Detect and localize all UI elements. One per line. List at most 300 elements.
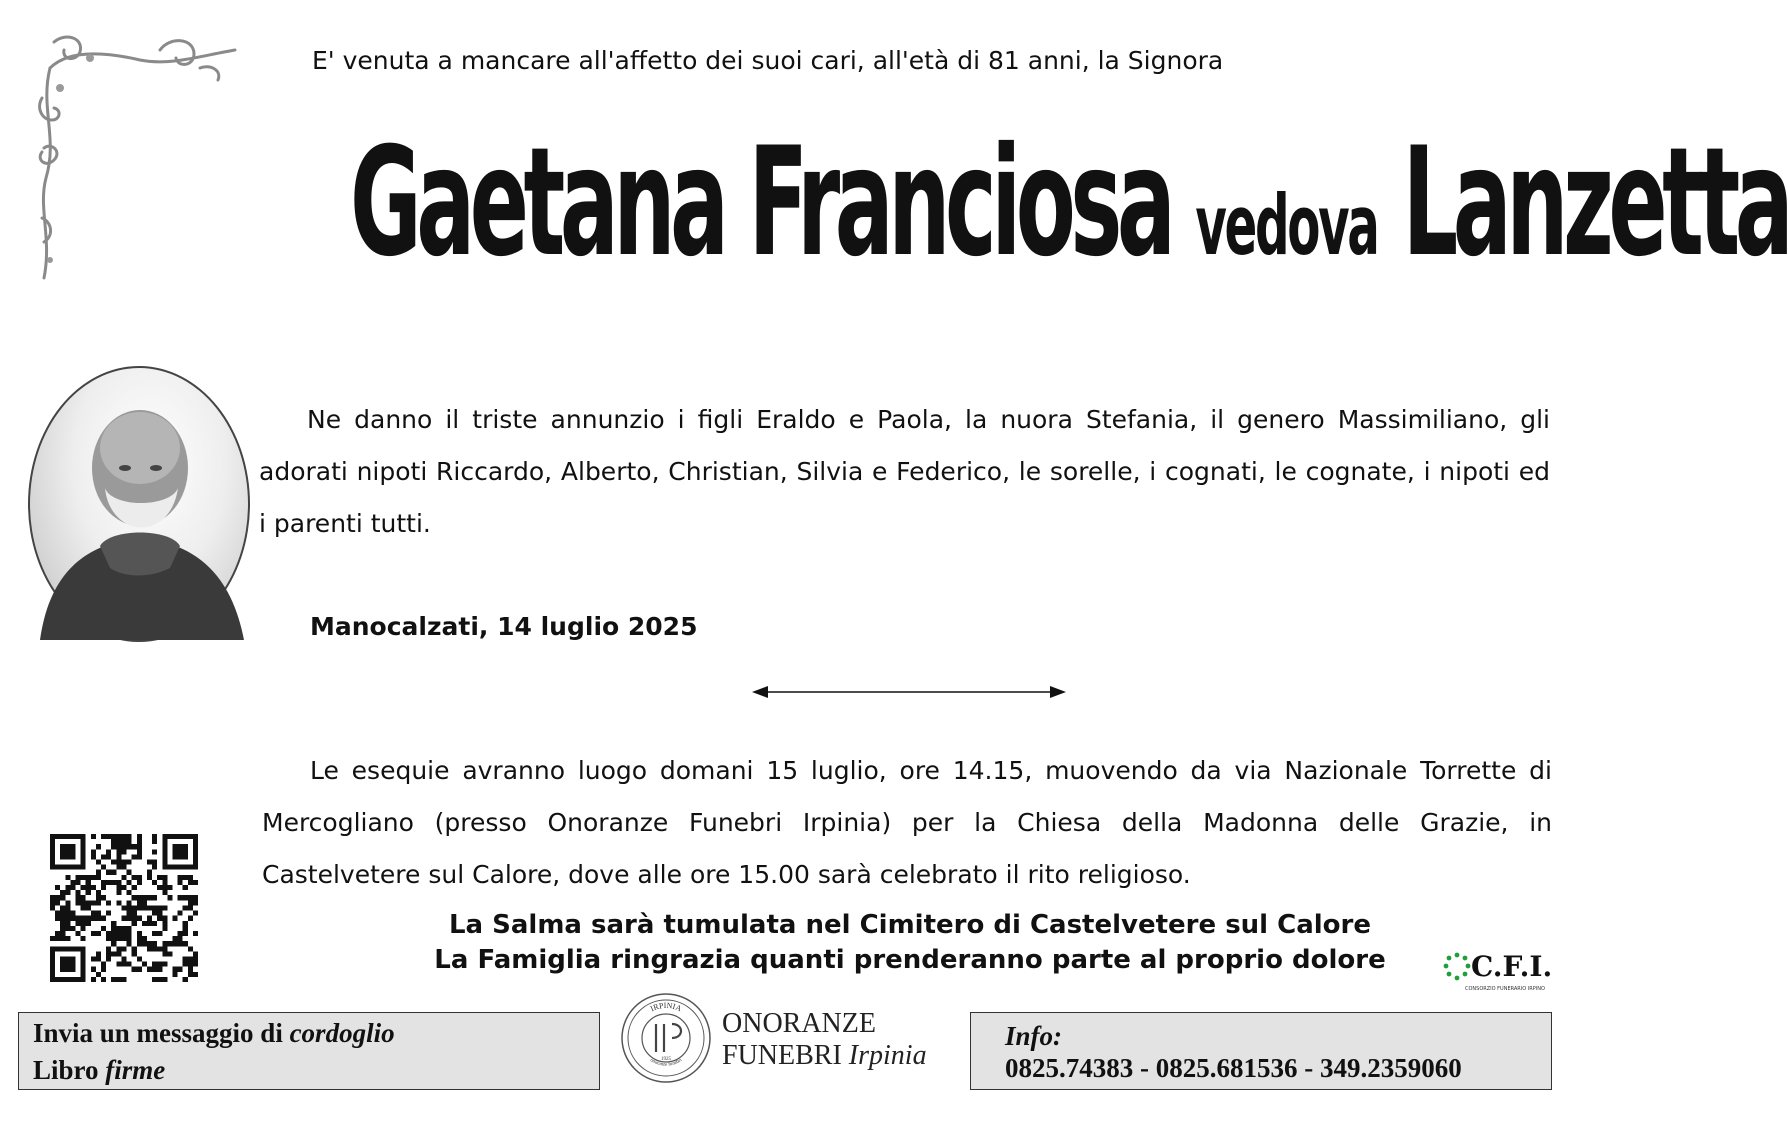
qr-module [111, 926, 116, 931]
qr-module [76, 880, 81, 885]
qr-module [132, 895, 137, 900]
qr-module [60, 890, 65, 895]
qr-module [116, 880, 121, 885]
qr-module [65, 921, 70, 926]
qr-module [137, 880, 142, 885]
qr-module [81, 885, 86, 890]
qr-module [101, 880, 106, 885]
qr-module [188, 916, 193, 921]
qr-module [178, 936, 183, 941]
qr-module [121, 916, 126, 921]
qr-module [106, 880, 111, 885]
qr-module [167, 895, 172, 900]
qr-module [101, 885, 106, 890]
qr-module [81, 895, 86, 900]
qr-module [70, 885, 75, 890]
qr-module [147, 946, 152, 951]
qr-module [65, 911, 70, 916]
qr-module [132, 844, 137, 849]
qr-module [132, 967, 137, 972]
qr-module [132, 885, 137, 890]
qr-module [127, 941, 132, 946]
qr-module [116, 839, 121, 844]
qr-module [81, 900, 86, 905]
qr-module [106, 900, 111, 905]
qr-module [147, 895, 152, 900]
info-label [1005, 1021, 1062, 1052]
qr-module [91, 956, 96, 961]
qr-module [137, 916, 142, 921]
cfi-dots-icon [1443, 952, 1471, 986]
qr-module [188, 962, 193, 967]
deceased-name [350, 115, 1788, 291]
qr-module [157, 916, 162, 921]
qr-module [121, 860, 126, 865]
qr-module [116, 900, 121, 905]
qr-module [147, 921, 152, 926]
qr-module [157, 911, 162, 916]
qr-module [116, 946, 121, 951]
qr-module [65, 900, 70, 905]
qr-module [167, 941, 172, 946]
qr-module [162, 875, 167, 880]
qr-module [96, 875, 101, 880]
qr-module [96, 844, 101, 849]
qr-module [183, 941, 188, 946]
qr-module [91, 875, 96, 880]
qr-module [116, 926, 121, 931]
qr-module [188, 895, 193, 900]
qr-module [183, 885, 188, 890]
qr-module [188, 956, 193, 961]
condolence-prefix: Invia un messaggio di [33, 1018, 283, 1048]
seal-bottom-text: onoranze funebri [648, 1058, 684, 1068]
qr-module [127, 905, 132, 910]
qr-module [137, 905, 142, 910]
qr-module [152, 834, 157, 839]
qr-module [121, 946, 126, 951]
qr-module [152, 880, 157, 885]
qr-module [106, 931, 111, 936]
qr-module [178, 875, 183, 880]
qr-module [157, 905, 162, 910]
cfi-logo [1443, 948, 1553, 996]
qr-module [106, 936, 111, 941]
qr-module [162, 926, 167, 931]
qr-module [86, 875, 91, 880]
qr-module [157, 885, 162, 890]
qr-module [162, 951, 167, 956]
qr-module [106, 854, 111, 859]
place-date: Manocalzati, 14 luglio 2025 [310, 612, 698, 641]
portrait-image [30, 368, 248, 640]
qr-module [121, 936, 126, 941]
qr-module [116, 834, 121, 839]
qr-module [127, 911, 132, 916]
qr-module [50, 900, 55, 905]
qr-module [50, 905, 55, 910]
qr-module [106, 911, 111, 916]
qr-module [106, 849, 111, 854]
qr-module [81, 875, 86, 880]
qr-module [137, 895, 142, 900]
qr-module [178, 911, 183, 916]
qr-module [183, 905, 188, 910]
thanks-text: La Famiglia ringrazia quanti prenderanno parte al proprio dolore [434, 945, 1386, 975]
qr-module [193, 880, 198, 885]
qr-module [178, 895, 183, 900]
qr-module [183, 956, 188, 961]
qr-module [188, 900, 193, 905]
qr-module [152, 967, 157, 972]
qr-module [188, 972, 193, 977]
qr-module [162, 921, 167, 926]
qr-module [127, 890, 132, 895]
qr-module [121, 844, 126, 849]
qr-module [132, 905, 137, 910]
qr-module [76, 931, 81, 936]
deceased-first-name: Gaetana Franciosa [350, 115, 1171, 291]
qr-module [127, 880, 132, 885]
qr-module [55, 911, 60, 916]
seal-year: 1925 [661, 1057, 671, 1062]
qr-module [157, 946, 162, 951]
qr-module [188, 880, 193, 885]
qr-module [76, 895, 81, 900]
qr-module [60, 936, 65, 941]
condolence-em: cordoglio [289, 1018, 395, 1048]
qr-module [101, 865, 106, 870]
qr-module [101, 962, 106, 967]
qr-module [132, 875, 137, 880]
funeral-home-line2 [722, 1040, 927, 1072]
qr-module [142, 921, 147, 926]
qr-module [132, 911, 137, 916]
qr-module [162, 905, 167, 910]
qr-module [60, 916, 65, 921]
qr-module [91, 911, 96, 916]
qr-module [86, 921, 91, 926]
condolence-link[interactable] [33, 1018, 395, 1049]
funeral-home-name [722, 1008, 927, 1072]
guestbook-em: firme [105, 1055, 166, 1085]
intro-text: E' venuta a mancare all'affetto dei suoi cari, all'età di 81 anni, la Signora [312, 46, 1224, 75]
qr-module [91, 834, 96, 839]
qr-module [193, 951, 198, 956]
qr-module [157, 962, 162, 967]
cfi-label: C.F.I. [1471, 950, 1553, 983]
qr-module [76, 900, 81, 905]
qr-module [137, 931, 142, 936]
qr-module [147, 870, 152, 875]
qr-module [96, 931, 101, 936]
qr-module [178, 880, 183, 885]
double-arrow-icon [750, 682, 1068, 702]
qr-module [157, 931, 162, 936]
qr-module [172, 967, 177, 972]
qr-module [91, 885, 96, 890]
qr-module [81, 916, 86, 921]
qr-module [152, 977, 157, 982]
qr-module [183, 921, 188, 926]
qr-module [162, 946, 167, 951]
qr-module [86, 916, 91, 921]
qr-module [96, 890, 101, 895]
deceased-last-name: Lanzetta [1402, 115, 1788, 291]
qr-module [152, 849, 157, 854]
qr-module [121, 849, 126, 854]
condolence-box[interactable] [18, 1012, 600, 1090]
qr-module [147, 916, 152, 921]
qr-module [193, 962, 198, 967]
qr-module [101, 926, 106, 931]
deceased-connector: vedova [1195, 176, 1378, 275]
qr-module [142, 962, 147, 967]
qr-module [193, 911, 198, 916]
qr-module [60, 926, 65, 931]
qr-module [152, 962, 157, 967]
qr-module [91, 916, 96, 921]
qr-module [152, 921, 157, 926]
qr-module [96, 900, 101, 905]
qr-module [183, 962, 188, 967]
qr-module [111, 941, 116, 946]
qr-module [121, 977, 126, 982]
qr-module [137, 839, 142, 844]
qr-module [132, 946, 137, 951]
qr-module [127, 860, 132, 865]
qr-module [152, 931, 157, 936]
qr-module [116, 865, 121, 870]
qr-module [127, 962, 132, 967]
qr-module [142, 905, 147, 910]
qr-module [70, 926, 75, 931]
qr-module [96, 916, 101, 921]
qr-module [127, 926, 132, 931]
qr-module [137, 967, 142, 972]
qr-module [55, 900, 60, 905]
qr-module [172, 916, 177, 921]
qr-module [55, 885, 60, 890]
qr-module [116, 931, 121, 936]
qr-module [193, 931, 198, 936]
qr-module [157, 875, 162, 880]
qr-module [111, 951, 116, 956]
qr-module [81, 921, 86, 926]
qr-module [121, 834, 126, 839]
qr-module [188, 875, 193, 880]
funeral-home-line2-text: FUNEBRI [722, 1040, 842, 1071]
qr-module [121, 885, 126, 890]
qr-module [137, 854, 142, 859]
qr-module [121, 865, 126, 870]
qr-module [81, 905, 86, 910]
qr-module [183, 926, 188, 931]
qr-module [111, 921, 116, 926]
qr-module [152, 860, 157, 865]
announcement-text: Ne danno il triste annunzio i figli Eraldo e Paola, la nuora Stefania, il genero Massimiliano, gli adorati nipoti Riccardo, Alberto, Christian, Silvia e Federico, le sorelle, i cognati, le cognate, i nipoti ed i parenti tutti. [259, 405, 1550, 538]
funeral-home-line2-em: Irpinia [848, 1040, 927, 1071]
qr-module [162, 880, 167, 885]
qr-module [106, 951, 111, 956]
qr-module [137, 844, 142, 849]
qr-module [96, 895, 101, 900]
qr-module [116, 849, 121, 854]
qr-module [91, 967, 96, 972]
qr-module [76, 921, 81, 926]
qr-module [96, 870, 101, 875]
qr-module [70, 880, 75, 885]
qr-module [65, 875, 70, 880]
qr-module [111, 844, 116, 849]
funeral-text: Le esequie avranno luogo domani 15 luglio, ore 14.15, muovendo da via Nazionale Torrette di Mercogliano (presso Onoranze Funebri Irpinia) per la Chiesa della Madonna delle Grazie, in Castelvetere sul Calore, dove alle ore 15.00 sarà celebrato il rito religioso. [262, 756, 1552, 889]
qr-module [188, 946, 193, 951]
qr-module [116, 885, 121, 890]
qr-module [121, 962, 126, 967]
qr-module [101, 916, 106, 921]
corner-ornament-icon [30, 28, 245, 288]
qr-module [55, 931, 60, 936]
qr-module [127, 936, 132, 941]
qr-module [116, 844, 121, 849]
info-phones[interactable]: 0825.74383 - 0825.681536 - 349.2359060 [1005, 1053, 1462, 1083]
qr-module [137, 941, 142, 946]
qr-module [65, 936, 70, 941]
qr-module [147, 860, 152, 865]
qr-module [193, 972, 198, 977]
qr-finder-core [172, 844, 187, 859]
qr-module [76, 875, 81, 880]
qr-module [116, 977, 121, 982]
qr-module [116, 854, 121, 859]
qr-module [142, 941, 147, 946]
qr-module [162, 962, 167, 967]
qr-module [116, 890, 121, 895]
funeral-home-line1: ONORANZE [722, 1008, 876, 1039]
qr-module [91, 931, 96, 936]
qr-module [132, 921, 137, 926]
qr-module [142, 900, 147, 905]
qr-module [178, 967, 183, 972]
qr-module [188, 905, 193, 910]
qr-module [106, 946, 111, 951]
qr-module [142, 895, 147, 900]
qr-module [65, 926, 70, 931]
qr-module [152, 905, 157, 910]
qr-module [162, 890, 167, 895]
qr-module [121, 956, 126, 961]
funeral-home-seal-icon [618, 990, 714, 1086]
qr-module [132, 916, 137, 921]
qr-module [137, 849, 142, 854]
qr-module [193, 956, 198, 961]
qr-module [101, 967, 106, 972]
qr-module [121, 875, 126, 880]
qr-module [96, 911, 101, 916]
qr-module [183, 931, 188, 936]
qr-module [152, 946, 157, 951]
qr-module [127, 931, 132, 936]
qr-module [106, 870, 111, 875]
qr-module [132, 951, 137, 956]
qr-module [137, 956, 142, 961]
qr-module [81, 926, 86, 931]
qr-module [167, 885, 172, 890]
qr-module [152, 865, 157, 870]
qr-module [162, 941, 167, 946]
qr-finder-core [60, 844, 75, 859]
qr-module [106, 956, 111, 961]
qr-module [188, 967, 193, 972]
qr-module [96, 972, 101, 977]
qr-module [65, 885, 70, 890]
guestbook-prefix: Libro [33, 1055, 99, 1085]
cfi-subtitle: CONSORZIO FUNERARIO IRPINO [1465, 986, 1545, 992]
qr-module [101, 834, 106, 839]
svg-text:IRPINIA [649, 1001, 683, 1013]
qr-module [76, 916, 81, 921]
qr-module [183, 977, 188, 982]
qr-module [111, 860, 116, 865]
qr-module [152, 895, 157, 900]
qr-module [96, 956, 101, 961]
qr-module [157, 967, 162, 972]
guestbook-link[interactable] [33, 1055, 165, 1086]
qr-module [127, 839, 132, 844]
qr-module [147, 941, 152, 946]
info-box [970, 1012, 1552, 1090]
qr-module [116, 936, 121, 941]
qr-module [162, 977, 167, 982]
qr-module [60, 905, 65, 910]
qr-module [162, 916, 167, 921]
qr-module [86, 905, 91, 910]
qr-module [81, 936, 86, 941]
qr-module [86, 880, 91, 885]
qr-module [111, 977, 116, 982]
qr-module [147, 967, 152, 972]
qr-module [172, 972, 177, 977]
qr-module [70, 916, 75, 921]
qr-finder-core [60, 956, 75, 971]
qr-module [121, 931, 126, 936]
qr-module [91, 854, 96, 859]
qr-module [91, 849, 96, 854]
qr-module [91, 900, 96, 905]
qr-module [193, 900, 198, 905]
qr-module [111, 880, 116, 885]
qr-module [86, 900, 91, 905]
qr-module [111, 834, 116, 839]
burial-text: La Salma sarà tumulata nel Cimitero di Castelvetere sul Calore [448, 910, 1371, 940]
qr-code-icon[interactable] [50, 834, 198, 982]
qr-module [193, 895, 198, 900]
qr-module [86, 885, 91, 890]
qr-module [50, 895, 55, 900]
qr-module [70, 911, 75, 916]
qr-module [60, 931, 65, 936]
qr-module [111, 870, 116, 875]
qr-module [55, 895, 60, 900]
qr-module [116, 962, 121, 967]
qr-module [162, 885, 167, 890]
qr-module [76, 890, 81, 895]
qr-module [65, 916, 70, 921]
qr-module [183, 895, 188, 900]
qr-module [101, 854, 106, 859]
qr-module [147, 905, 152, 910]
qr-module [60, 911, 65, 916]
